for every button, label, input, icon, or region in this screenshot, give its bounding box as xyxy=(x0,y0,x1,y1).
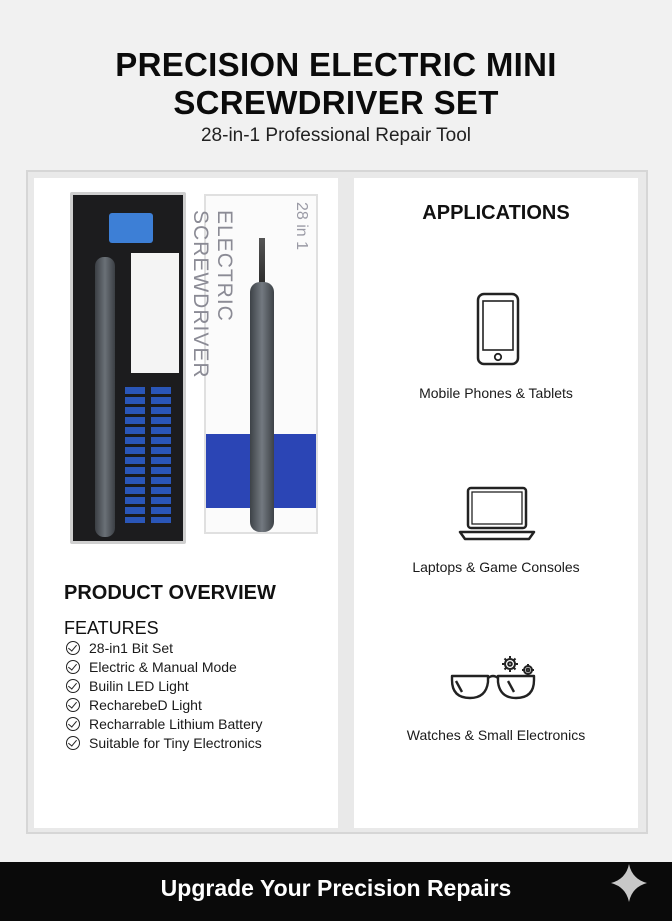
app-label-watches: Watches & Small Electronics xyxy=(406,727,586,743)
app-label-laptops: Laptops & Game Consoles xyxy=(412,559,580,575)
smartphone-icon xyxy=(476,292,520,366)
product-box xyxy=(189,194,318,534)
app-label-phones: Mobile Phones & Tablets xyxy=(419,385,573,401)
feature-list xyxy=(66,638,263,752)
bit-column-1 xyxy=(125,387,145,523)
screwdriver-tip xyxy=(259,238,265,284)
product-image xyxy=(70,190,324,546)
box-count-text: 28 in 1 xyxy=(293,202,310,251)
features-label: FEATURES xyxy=(64,618,159,638)
feature-text: Builin LED Light xyxy=(89,677,189,694)
feature-text: Electric & Manual Mode xyxy=(89,658,237,675)
check-circle-icon xyxy=(66,679,80,693)
feature-text: Recharrable Lithium Battery xyxy=(89,715,263,732)
check-circle-icon xyxy=(66,641,80,655)
feature-text: Suitable for Tiny Electronics xyxy=(89,734,262,751)
foam-insert xyxy=(131,253,179,373)
feature-item xyxy=(66,695,263,714)
title-line-1: PRECISION ELECTRIC MINI xyxy=(115,46,557,83)
screwdriver-on-box xyxy=(250,282,274,532)
box-brand-text: ELECTRIC SCREWDRIVER xyxy=(189,210,236,379)
sparkle-icon xyxy=(607,862,651,904)
feature-item xyxy=(66,657,263,676)
feature-text: 28-in1 Bit Set xyxy=(89,639,174,656)
screwdriver-in-tray xyxy=(95,257,115,537)
feature-item xyxy=(66,733,263,752)
check-circle-icon xyxy=(66,736,80,750)
feature-item xyxy=(66,676,263,695)
bit-column-2 xyxy=(151,387,171,523)
check-circle-icon xyxy=(66,717,80,731)
blue-stand xyxy=(109,213,153,243)
feature-item xyxy=(66,714,263,733)
feature-text: RecharebeD Light xyxy=(89,696,202,713)
glasses-gear-icon xyxy=(448,654,542,706)
page-subtitle: 28-in-1 Professional Repair Tool xyxy=(200,125,472,146)
title-line-2: SCREWDRIVER SET xyxy=(173,84,499,121)
footer-tagline: Upgrade Your Precision Repairs xyxy=(160,875,512,901)
footer-banner xyxy=(0,862,672,921)
overview-heading: PRODUCT OVERVIEW xyxy=(64,582,276,604)
storage-tray xyxy=(70,192,186,544)
check-circle-icon xyxy=(66,698,80,712)
check-circle-icon xyxy=(66,660,80,674)
applications-heading: APPLICATIONS xyxy=(422,202,570,224)
feature-item xyxy=(66,638,263,657)
laptop-icon xyxy=(458,486,536,542)
page-title xyxy=(0,46,672,122)
